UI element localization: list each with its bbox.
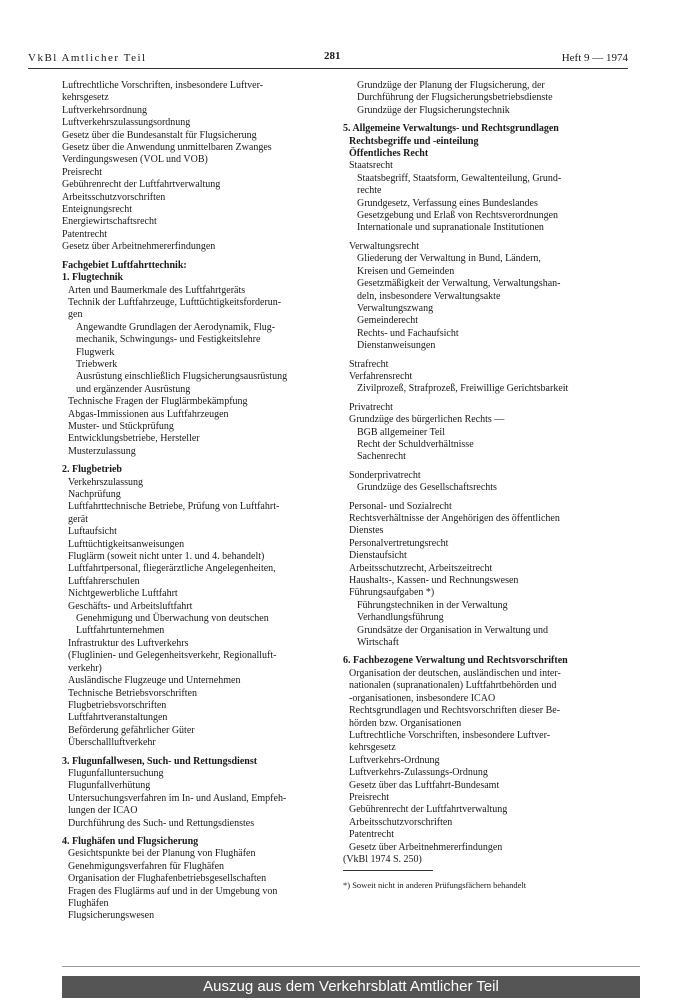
text-line: Gemeinderecht bbox=[357, 315, 419, 327]
text-line: Fluglärm (soweit nicht unter 1. und 4. behandelt) bbox=[68, 551, 265, 563]
text-line: Grundzüge der Planung der Flugsicherung, der bbox=[357, 80, 545, 91]
text-line: Triebwerk bbox=[76, 358, 118, 370]
text-line: Grundzüge der Flugsicherungstechnik bbox=[357, 104, 510, 116]
text-line: Technische Fragen der Fluglärmbekämpfung bbox=[68, 396, 248, 408]
text-line: Luftverkehrszulassungsordnung bbox=[62, 117, 191, 129]
text-line: Überschallluftverkehr bbox=[68, 737, 156, 749]
text-line: Verwaltungsrecht bbox=[349, 240, 419, 252]
text-line: Flugunfallverhütung bbox=[68, 780, 151, 792]
text-line: Technische Betriebsvorschriften bbox=[68, 687, 197, 699]
text-line: mechanik, Schwingungs- und Festigkeitslehre bbox=[76, 334, 261, 346]
text-line: Luftaufsicht bbox=[68, 526, 117, 538]
left-column bbox=[62, 80, 332, 923]
text-line: Patentrecht bbox=[62, 228, 107, 240]
journal-title: VkBl Amtlicher Teil bbox=[28, 52, 147, 64]
text-line: Personalvertretungsrecht bbox=[349, 537, 449, 549]
text-line: Gesetzgebung und Erlaß von Rechtsverordnungen bbox=[357, 210, 559, 222]
text-line: deln, insbesondere Verwaltungsakte bbox=[357, 290, 501, 302]
text-line: Verhandlungsführung bbox=[357, 612, 444, 624]
text-line: Grundsätze der Organisation in Verwaltung und bbox=[357, 624, 548, 636]
text-line: und ergänzender Ausrüstung bbox=[76, 383, 191, 395]
text-line: Dienstes bbox=[349, 525, 384, 537]
text-line: -organisationen, insbesondere ICAO bbox=[349, 692, 496, 704]
text-line: Geschäfts- und Arbeitsluftfahrt bbox=[68, 600, 193, 612]
text-line: Sachenrecht bbox=[357, 451, 406, 463]
text-line: Luftfahrtunternehmen bbox=[76, 625, 165, 637]
text-line: Dienstanweisungen bbox=[357, 340, 436, 352]
text-line: Genehmigungsverfahren für Flughäfen bbox=[68, 860, 225, 872]
text-line: verkehr) bbox=[68, 662, 102, 674]
page-header bbox=[28, 52, 628, 68]
text-line: Gliederung der Verwaltung in Bund, Ländern, bbox=[357, 253, 541, 265]
text-line: Öffentliches Recht bbox=[349, 148, 429, 160]
text-line: 6. Fachbezogene Verwaltung und Rechtsvorschriften bbox=[343, 655, 568, 667]
text-line: Lufttüchtigkeitsanweisungen bbox=[68, 538, 185, 550]
text-line: Beförderung gefährlicher Güter bbox=[68, 724, 195, 736]
text-line: Grundzüge des bürgerlichen Rechts — bbox=[349, 414, 505, 426]
text-line: gerät bbox=[68, 513, 88, 525]
text-line: Privatrecht bbox=[349, 401, 393, 413]
footnote: *) Soweit nicht in anderen Prüfungsfächern behandelt bbox=[343, 880, 527, 891]
text-line: Grundgesetz, Verfassung eines Bundeslandes bbox=[357, 197, 538, 209]
text-line: BGB allgemeiner Teil bbox=[357, 426, 445, 438]
text-line: Patentrecht bbox=[349, 829, 394, 841]
header-rule bbox=[28, 68, 628, 69]
text-line: Durchführung der Flugsicherungsbetriebsdienste bbox=[357, 92, 553, 104]
text-line: Organisation der deutschen, ausländischen und inter- bbox=[349, 667, 561, 679]
text-line: Luftfahrtveranstaltungen bbox=[68, 712, 168, 724]
text-line: Untersuchungsverfahren im In- und Ausland, Empfeh- bbox=[68, 792, 287, 804]
text-line: Energiewirtschaftsrecht bbox=[62, 216, 157, 228]
text-line: Gesetz über die Bundesanstalt für Flugsicherung bbox=[62, 129, 257, 141]
text-line: Flugwerk bbox=[76, 346, 115, 358]
text-line: Gesetz über die Anwendung unmittelbaren Zwanges bbox=[62, 142, 272, 154]
text-line: Nichtgewerbliche Luftfahrt bbox=[68, 588, 178, 600]
text-line: Recht der Schuldverhältnisse bbox=[357, 438, 474, 450]
text-line: Zivilprozeß, Strafprozeß, Freiwillige Gerichtsbarkeit bbox=[357, 383, 569, 395]
text-line: Ausrüstung einschließlich Flugsicherungsausrüstung bbox=[76, 371, 288, 383]
text-line: Gesetz über das Luftfahrt-Bundesamt bbox=[349, 779, 500, 791]
text-line: Verdingungswesen (VOL und VOB) bbox=[62, 154, 208, 166]
text-line: Strafrecht bbox=[349, 358, 389, 370]
text-line: Preisrecht bbox=[62, 166, 102, 178]
text-line: Enteignungsrecht bbox=[62, 204, 132, 216]
text-line: Nachprüfung bbox=[68, 489, 121, 500]
text-line: Verkehrszulassung bbox=[68, 476, 143, 488]
text-line: 3. Flugunfallwesen, Such- und Rettungsdienst bbox=[62, 755, 258, 767]
text-line: Kreisen und Gemeinden bbox=[357, 265, 455, 277]
text-line: Flugbetriebsvorschriften bbox=[68, 699, 167, 711]
text-line: 1. Flugtechnik bbox=[62, 272, 124, 284]
text-line: Haushalts-, Kassen- und Rechnungswesen bbox=[349, 575, 519, 587]
text-line: Luftrechtliche Vorschriften, insbesondere Luftver- bbox=[62, 80, 264, 91]
text-line: Arbeitsschutzvorschriften bbox=[349, 816, 453, 828]
text-line: Rechts- und Fachaufsicht bbox=[357, 327, 459, 339]
text-line: Musterzulassung bbox=[68, 445, 136, 457]
text-line: lungen der ICAO bbox=[68, 805, 138, 817]
text-line: Preisrecht bbox=[349, 791, 389, 803]
text-line: Flughäfen bbox=[68, 898, 109, 909]
text-line: rechte bbox=[357, 185, 382, 197]
text-line: Luftfahrerschulen bbox=[68, 575, 140, 587]
text-line: Personal- und Sozialrecht bbox=[349, 500, 452, 512]
text-line: gen bbox=[68, 309, 83, 321]
text-line: Arbeitsschutzrecht, Arbeitszeitrecht bbox=[349, 562, 493, 574]
text-line: Rechtsverhältnisse der Angehörigen des öffentlichen bbox=[349, 513, 560, 524]
text-line: Durchführung des Such- und Rettungsdienstes bbox=[68, 817, 255, 829]
text-line: Führungsaufgaben *) bbox=[349, 587, 435, 599]
text-line: kehrsgesetz bbox=[349, 742, 396, 754]
text-line: 5. Allgemeine Verwaltungs- und Rechtsgrundlagen bbox=[343, 123, 559, 135]
text-line: 4. Flughäfen und Flugsicherung bbox=[62, 835, 199, 847]
text-line: Rechtsgrundlagen und Rechtsvorschriften dieser Be- bbox=[349, 705, 561, 717]
text-line: Fragen des Fluglärms auf und in der Umgebung von bbox=[68, 885, 278, 897]
text-line: Rechtsbegriffe und -einteilung bbox=[349, 135, 479, 147]
text-line: 2. Flugbetrieb bbox=[62, 464, 122, 476]
text-line: Angewandte Grundlagen der Aerodynamik, Flug- bbox=[76, 321, 276, 333]
text-line: Abgas-Immissionen aus Luftfahrzeugen bbox=[68, 408, 229, 420]
text-line: Gesetz über Arbeitnehmererfindungen bbox=[349, 841, 503, 853]
footer-rule bbox=[62, 966, 640, 967]
text-line: Staatsbegriff, Staatsform, Gewaltenteilung, Grund- bbox=[357, 172, 562, 184]
text-line: (VkBl 1974 S. 250) bbox=[343, 853, 422, 865]
text-line: Verfahrensrecht bbox=[349, 370, 413, 382]
right-column bbox=[343, 80, 618, 892]
text-line: Dienstaufsicht bbox=[349, 550, 407, 562]
text-line: nationalen (supranationalen) Luftfahrtbehörden und bbox=[349, 680, 557, 692]
text-line: Luftfahrttechnische Betriebe, Prüfung von Luftfahrt- bbox=[68, 501, 280, 513]
text-line: Flugsicherungswesen bbox=[68, 910, 155, 922]
text-line: Ausländische Flugzeuge und Unternehmen bbox=[68, 675, 241, 687]
text-line: Genehmigung und Überwachung von deutschen bbox=[76, 613, 269, 625]
footer-banner: Auszug aus dem Verkehrsblatt Amtlicher Teil bbox=[62, 976, 640, 998]
text-line: Gebührenrecht der Luftfahrtverwaltung bbox=[62, 179, 221, 191]
text-line: Wirtschaft bbox=[357, 637, 399, 649]
text-line: Luftverkehrs-Ordnung bbox=[349, 754, 440, 766]
text-line: Internationale und supranationale Institutionen bbox=[357, 222, 544, 234]
text-line: Gesichtspunkte bei der Planung von Flughäfen bbox=[68, 848, 256, 860]
text-line: Grundzüge des Gesellschaftsrechts bbox=[357, 482, 497, 494]
text-line: hörden bzw. Organisationen bbox=[349, 717, 462, 729]
text-line: Luftrechtliche Vorschriften, insbesondere Luftver- bbox=[349, 729, 551, 741]
text-line: kehrsgesetz bbox=[62, 92, 109, 104]
text-line: (Fluglinien- und Gelegenheitsverkehr, Regionalluft- bbox=[68, 650, 277, 662]
footnote-rule bbox=[343, 870, 433, 871]
text-line: Flugunfalluntersuchung bbox=[68, 767, 164, 779]
text-line: Gesetzmäßigkeit der Verwaltung, Verwaltungshan- bbox=[357, 278, 561, 290]
text-line: Infrastruktur des Luftverkehrs bbox=[68, 637, 189, 649]
text-line: Gebührenrecht der Luftfahrtverwaltung bbox=[349, 804, 508, 816]
text-line: Arten und Baumerkmale des Luftfahrtgeräts bbox=[68, 284, 246, 296]
text-line: Führungstechniken in der Verwaltung bbox=[357, 599, 508, 611]
text-line: Gesetz über Arbeitnehmererfindungen bbox=[62, 241, 216, 253]
text-line: Staatsrecht bbox=[349, 160, 393, 172]
text-line: Luftfahrtpersonal, fliegerärztliche Angelegenheiten, bbox=[68, 563, 276, 575]
text-line: Arbeitsschutzvorschriften bbox=[62, 191, 166, 203]
text-line: Entwicklungsbetriebe, Hersteller bbox=[68, 433, 200, 445]
page-number: 281 bbox=[324, 50, 341, 62]
text-line: Luftverkehrsordnung bbox=[62, 104, 147, 116]
text-line: Muster- und Stückprüfung bbox=[68, 420, 174, 432]
text-line: Verwaltungszwang bbox=[357, 302, 434, 314]
text-line: Organisation der Flughafenbetriebsgesellschaften bbox=[68, 873, 267, 885]
text-line: Sonderprivatrecht bbox=[349, 469, 421, 481]
text-line: Luftverkehrs-Zulassungs-Ordnung bbox=[349, 767, 488, 779]
text-line: Technik der Luftfahrzeuge, Lufttüchtigkeitsforderun- bbox=[68, 296, 282, 308]
text-line: Fachgebiet Luftfahrttechnik: bbox=[62, 259, 187, 271]
issue-label: Heft 9 — 1974 bbox=[561, 52, 628, 64]
